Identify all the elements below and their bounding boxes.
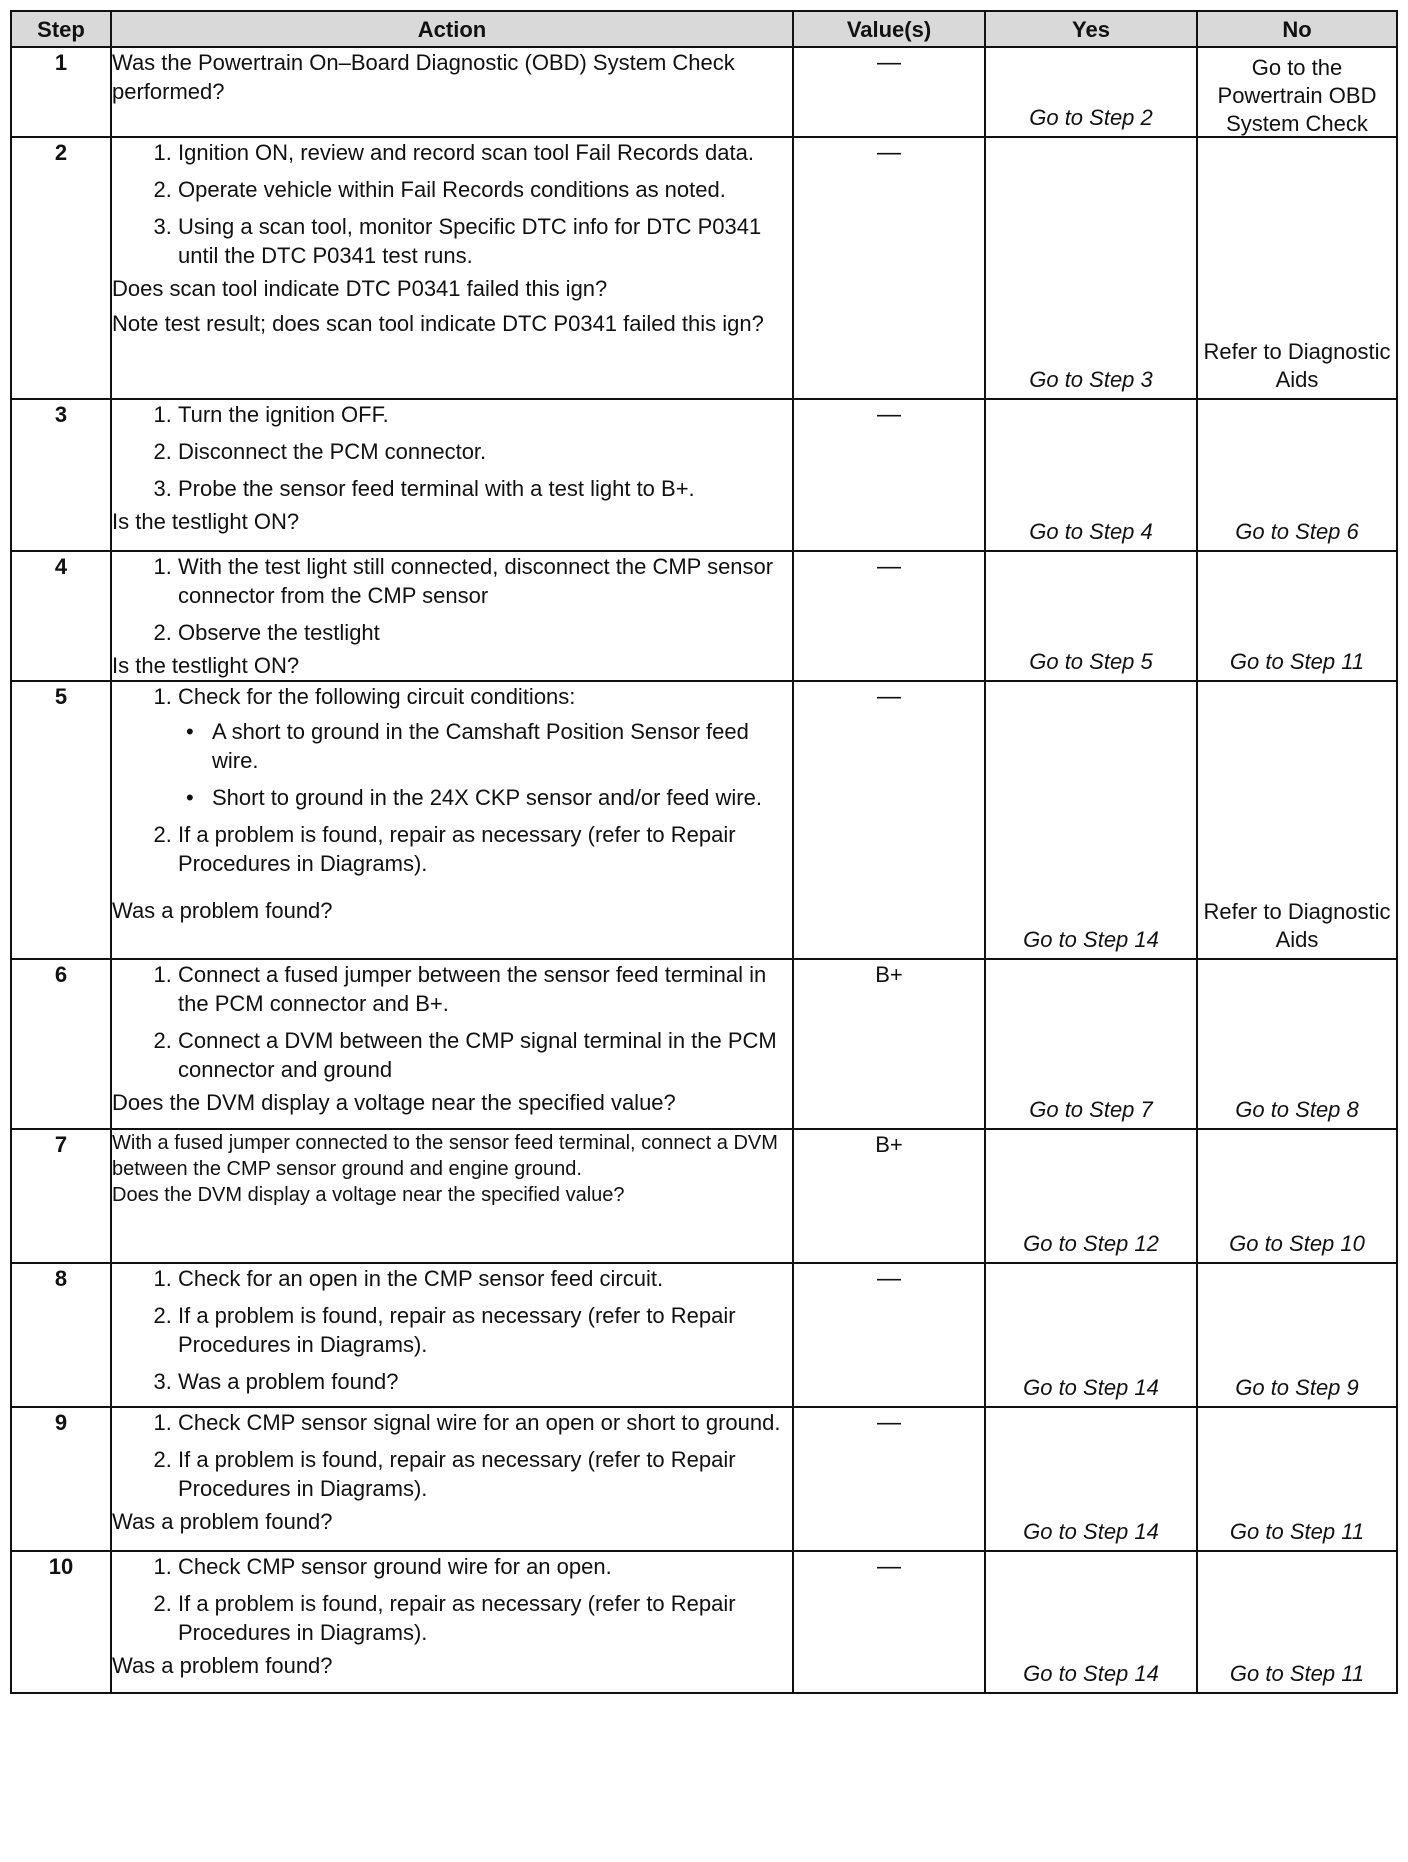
no-cell [1197, 959, 1397, 1129]
header-row [11, 11, 1397, 47]
action-step: 3. Using a scan tool, monitor Specific DTC info for DTC P0341 until the DTC P0341 test runs. [178, 212, 792, 270]
value-cell: — [793, 681, 985, 959]
action-question: Is the testlight ON? [112, 653, 300, 678]
yes-cell [985, 1129, 1197, 1263]
value-cell: B+ [793, 959, 985, 1129]
step-number: 8 [11, 1263, 111, 1407]
value-cell: — [793, 1263, 985, 1407]
yes-cell [985, 1263, 1197, 1407]
action-question: Was the Powertrain On–Board Diagnostic (OBD) System Check performed? [112, 50, 735, 104]
value-cell: B+ [793, 1129, 985, 1263]
no-link[interactable]: Go to Step 9 [1235, 1375, 1359, 1400]
step-number: 4 [11, 551, 111, 681]
yes-cell [985, 959, 1197, 1129]
table-row [11, 47, 1397, 137]
yes-link[interactable]: Go to Step 3 [1029, 367, 1153, 392]
action-step: 2. Observe the testlight [178, 618, 792, 647]
action-steps [112, 1264, 792, 1396]
no-link[interactable]: Refer to Diagnostic Aids [1203, 899, 1391, 952]
action-step: 2. Connect a DVM between the CMP signal terminal in the PCM connector and ground [178, 1026, 792, 1084]
header-action: Action [111, 11, 793, 47]
yes-link[interactable]: Go to Step 14 [1023, 1375, 1159, 1400]
condition-list [178, 717, 792, 812]
yes-link[interactable]: Go to Step 12 [1023, 1231, 1159, 1256]
step-number: 10 [11, 1551, 111, 1693]
yes-cell [985, 399, 1197, 551]
value-cell: — [793, 1407, 985, 1551]
value-cell: — [793, 47, 985, 137]
header-yes: Yes [985, 11, 1197, 47]
action-question: Was a problem found? [112, 1509, 333, 1534]
action-cell [111, 399, 793, 551]
condition-item: • A short to ground in the Camshaft Position Sensor feed wire. [208, 717, 792, 775]
action-question: Was a problem found? [112, 1653, 333, 1678]
step-number: 1 [11, 47, 111, 137]
condition-item: • Short to ground in the 24X CKP sensor and/or feed wire. [208, 783, 792, 812]
action-steps [112, 138, 792, 270]
header-values: Value(s) [793, 11, 985, 47]
no-cell [1197, 681, 1397, 959]
no-cell [1197, 1407, 1397, 1551]
action-step: 3. Was a problem found? [178, 1367, 792, 1396]
step-number: 9 [11, 1407, 111, 1551]
action-step: 1. With the test light still connected, disconnect the CMP sensor connector from the CMP sensor [178, 552, 792, 610]
action-question: Was a problem found? [112, 898, 333, 923]
action-step: 2. If a problem is found, repair as necessary (refer to Repair Procedures in Diagrams). [178, 820, 792, 878]
action-step: 1. Ignition ON, review and record scan tool Fail Records data. [178, 138, 792, 167]
action-steps [112, 1408, 792, 1503]
action-step: 2. Operate vehicle within Fail Records conditions as noted. [178, 175, 792, 204]
action-cell [111, 1407, 793, 1551]
step-number: 7 [11, 1129, 111, 1263]
action-step: 1. Check CMP sensor signal wire for an open or short to ground. [178, 1408, 792, 1437]
yes-cell [985, 681, 1197, 959]
step-number: 6 [11, 959, 111, 1129]
action-step: 1. Check CMP sensor ground wire for an open. [178, 1552, 792, 1581]
table-row [11, 137, 1397, 399]
yes-link[interactable]: Go to Step 5 [1029, 649, 1153, 674]
action-steps [112, 682, 792, 878]
table-row [11, 1129, 1397, 1263]
yes-cell [985, 551, 1197, 681]
action-step: 1. Connect a fused jumper between the sensor feed terminal in the PCM connector and B+. [178, 960, 792, 1018]
action-step: 3. Probe the sensor feed terminal with a test light to B+. [178, 474, 792, 503]
no-cell [1197, 399, 1397, 551]
action-steps [112, 400, 792, 503]
no-cell [1197, 551, 1397, 681]
no-link[interactable]: Refer to Diagnostic Aids [1203, 339, 1391, 392]
action-text: With a fused jumper connected to the sensor feed terminal, connect a DVM between the CMP sensor ground and engine ground. [112, 1132, 778, 1180]
no-link[interactable]: Go to Step 11 [1229, 649, 1365, 674]
yes-link[interactable]: Go to Step 14 [1023, 1519, 1159, 1544]
no-cell [1197, 47, 1397, 137]
table-row [11, 399, 1397, 551]
action-step: 1. Check for an open in the CMP sensor feed circuit. [178, 1264, 792, 1293]
step-number: 5 [11, 681, 111, 959]
step-number: 2 [11, 137, 111, 399]
action-step-text: Check for the following circuit conditions: [178, 684, 576, 709]
no-cell [1197, 1551, 1397, 1693]
yes-cell [985, 47, 1197, 137]
action-step: 2. If a problem is found, repair as necessary (refer to Repair Procedures in Diagrams). [178, 1301, 792, 1359]
no-cell [1197, 137, 1397, 399]
value-cell: — [793, 551, 985, 681]
no-link[interactable]: Go to Step 11 [1229, 1519, 1365, 1544]
no-cell [1197, 1263, 1397, 1407]
action-step: 2. If a problem is found, repair as necessary (refer to Repair Procedures in Diagrams). [178, 1445, 792, 1503]
action-step: 2. Disconnect the PCM connector. [178, 437, 792, 466]
no-link[interactable]: Go to Step 11 [1229, 1661, 1365, 1686]
action-question: Does scan tool indicate DTC P0341 failed this ign? [112, 276, 608, 301]
action-question: Is the testlight ON? [112, 509, 300, 534]
header-no: No [1197, 11, 1397, 47]
action-cell [111, 551, 793, 681]
table-row [11, 551, 1397, 681]
action-step: 1. Turn the ignition OFF. [178, 400, 792, 429]
table-row [11, 959, 1397, 1129]
action-steps [112, 960, 792, 1084]
yes-link[interactable]: Go to Step 4 [1029, 519, 1153, 544]
yes-link[interactable]: Go to Step 7 [1029, 1097, 1153, 1122]
action-cell [111, 959, 793, 1129]
table-row [11, 681, 1397, 959]
action-cell [111, 137, 793, 399]
yes-link[interactable]: Go to Step 14 [1023, 1661, 1159, 1686]
table-row [11, 1407, 1397, 1551]
action-question: Does the DVM display a voltage near the specified value? [112, 1184, 625, 1206]
value-cell: — [793, 137, 985, 399]
no-link[interactable]: Go to Step 6 [1235, 519, 1359, 544]
action-step: 2. If a problem is found, repair as necessary (refer to Repair Procedures in Diagrams). [178, 1589, 792, 1647]
no-cell [1197, 1129, 1397, 1263]
no-link[interactable]: Go to the Powertrain OBD System Check [1217, 55, 1377, 136]
yes-cell [985, 137, 1197, 399]
no-link[interactable]: Go to Step 10 [1229, 1231, 1365, 1256]
action-step [178, 682, 792, 812]
action-steps [112, 1552, 792, 1647]
action-cell [111, 1129, 793, 1263]
action-question: Does the DVM display a voltage near the specified value? [112, 1090, 676, 1115]
header-step: Step [11, 11, 111, 47]
action-steps [112, 552, 792, 647]
yes-link[interactable]: Go to Step 2 [1029, 105, 1153, 130]
action-cell [111, 47, 793, 137]
action-question: Note test result; does scan tool indicate DTC P0341 failed this ign? [112, 311, 764, 336]
action-cell [111, 1263, 793, 1407]
table-row [11, 1263, 1397, 1407]
yes-cell [985, 1551, 1197, 1693]
step-number: 3 [11, 399, 111, 551]
action-cell [111, 681, 793, 959]
diagnostic-table [10, 10, 1398, 1694]
value-cell: — [793, 1551, 985, 1693]
no-link[interactable]: Go to Step 8 [1235, 1097, 1359, 1122]
action-cell [111, 1551, 793, 1693]
value-cell: — [793, 399, 985, 551]
table-row [11, 1551, 1397, 1693]
yes-cell [985, 1407, 1197, 1551]
yes-link[interactable]: Go to Step 14 [1023, 927, 1159, 952]
